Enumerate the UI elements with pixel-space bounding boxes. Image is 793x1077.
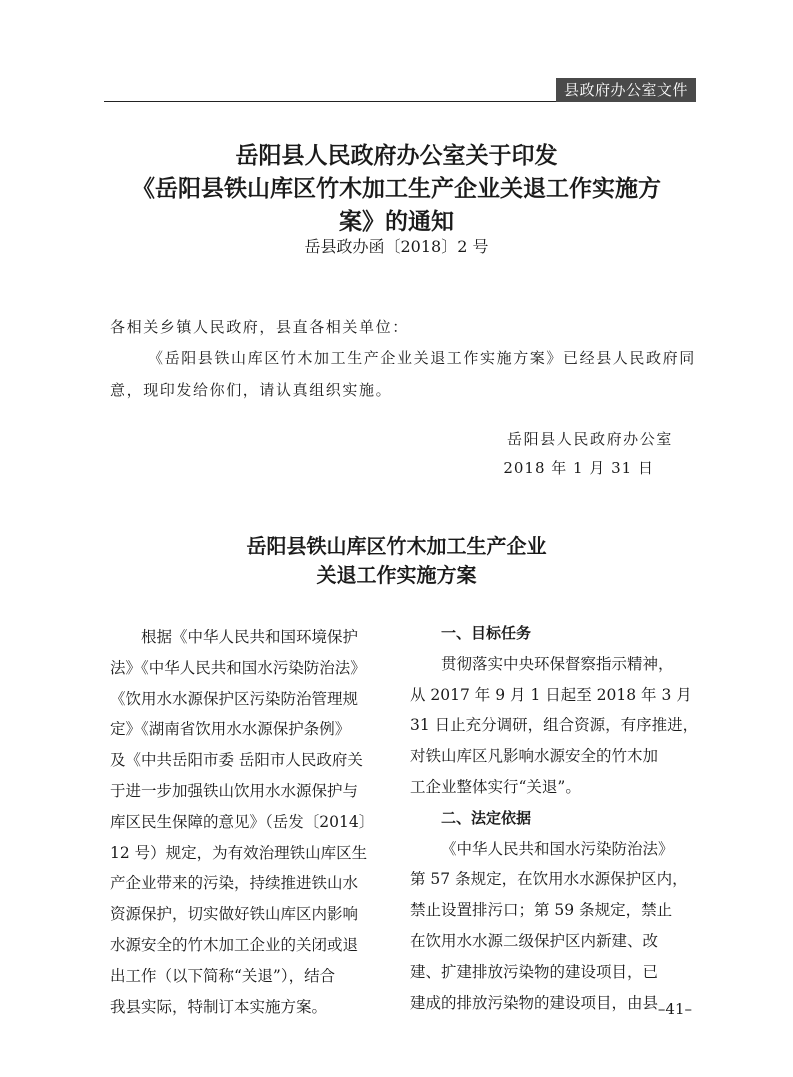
- section-1-line: 从 2017 年 9 月 1 日起至 2018 年 3 月: [410, 685, 692, 704]
- notice-title-line-2: 《岳阳县铁山库区竹木加工生产企业关退工作实施方: [132, 175, 661, 202]
- section-2-line: 在饮用水水源二级保护区内新建、改: [410, 931, 659, 950]
- right-column: [410, 618, 699, 1018]
- plan-title-line-2: 关退工作实施方案: [316, 563, 477, 587]
- left-line: 及《中共岳阳市委 岳阳市人民政府关: [110, 751, 363, 770]
- left-line: 我县实际，特制订本实施方案。: [110, 997, 328, 1016]
- notice-title-line-3: 案》的通知: [339, 208, 454, 235]
- section-2-line: 第 57 条规定，在饮用水水源保护区内，: [410, 870, 688, 889]
- left-line: 定》《湖南省饮用水水源保护条例》: [110, 720, 351, 739]
- notice-title-line-1: 岳阳县人民政府办公室关于印发: [235, 142, 558, 169]
- left-line: 《饮用水水源保护区污染防治管理规: [110, 689, 359, 708]
- left-line: 根据《中华人民共和国环境保护: [141, 628, 359, 646]
- signature: 岳阳县人民政府办公室: [506, 430, 673, 448]
- left-line: 出工作（以下简称“关退”），结合: [110, 966, 336, 985]
- section-2-line: 建成的排放污染物的建设项目，由县: [410, 993, 659, 1012]
- section-1-line: 31 日止充分调研，组合资源，有序推进，: [410, 716, 699, 735]
- left-line: 12 号）规定，为有效治理铁山库区生: [110, 843, 368, 862]
- section-1-line: 对铁山库区凡影响水源安全的竹木加: [410, 747, 659, 766]
- section-1-line: 贯彻落实中央环保督察指示精神，: [441, 654, 674, 673]
- section-2-heading: 二、法定依据: [441, 808, 532, 827]
- section-2-line: 建、扩建排放污染物的建设项目，已: [410, 962, 659, 981]
- page-number: –41–: [657, 1000, 692, 1018]
- plan-title-line-1: 岳阳县铁山库区竹木加工生产企业: [246, 534, 547, 558]
- left-line: 法》《中华人民共和国水污染防治法》: [110, 658, 366, 677]
- notice-body-line-2: 意，现印发给你们，请认真组织实施。: [110, 381, 393, 399]
- document-number: 岳县政办函〔2018〕2 号: [304, 237, 489, 256]
- left-line: 产企业带来的污染，持续推进铁山水: [110, 874, 359, 893]
- left-column: [110, 622, 390, 1022]
- section-2-line: 禁止设置排污口；第 59 条规定，禁止: [410, 901, 673, 920]
- issue-date: 2018 年 1 月 31 日: [503, 459, 654, 477]
- left-line: 于进一步加强铁山饮用水水源保护与: [110, 781, 359, 800]
- header-tag: 县政府办公室文件: [556, 78, 696, 102]
- section-1-heading: 一、目标任务: [441, 624, 532, 642]
- left-line: 库区民生保障的意见》（岳发〔2014〕: [110, 812, 375, 831]
- section-2-line: 《中华人民共和国水污染防治法》: [441, 839, 674, 858]
- left-line: 资源保护，切实做好铁山库区内影响: [110, 905, 359, 924]
- left-line: 水源安全的竹木加工企业的关闭或退: [110, 935, 359, 954]
- addressee: 各相关乡镇人民政府，县直各相关单位：: [110, 318, 409, 336]
- section-1-line: 工企业整体实行“关退”。: [410, 777, 581, 796]
- notice-body-line-1: 《岳阳县铁山库区竹木加工生产企业关退工作实施方案》已经县人民政府同: [148, 349, 696, 367]
